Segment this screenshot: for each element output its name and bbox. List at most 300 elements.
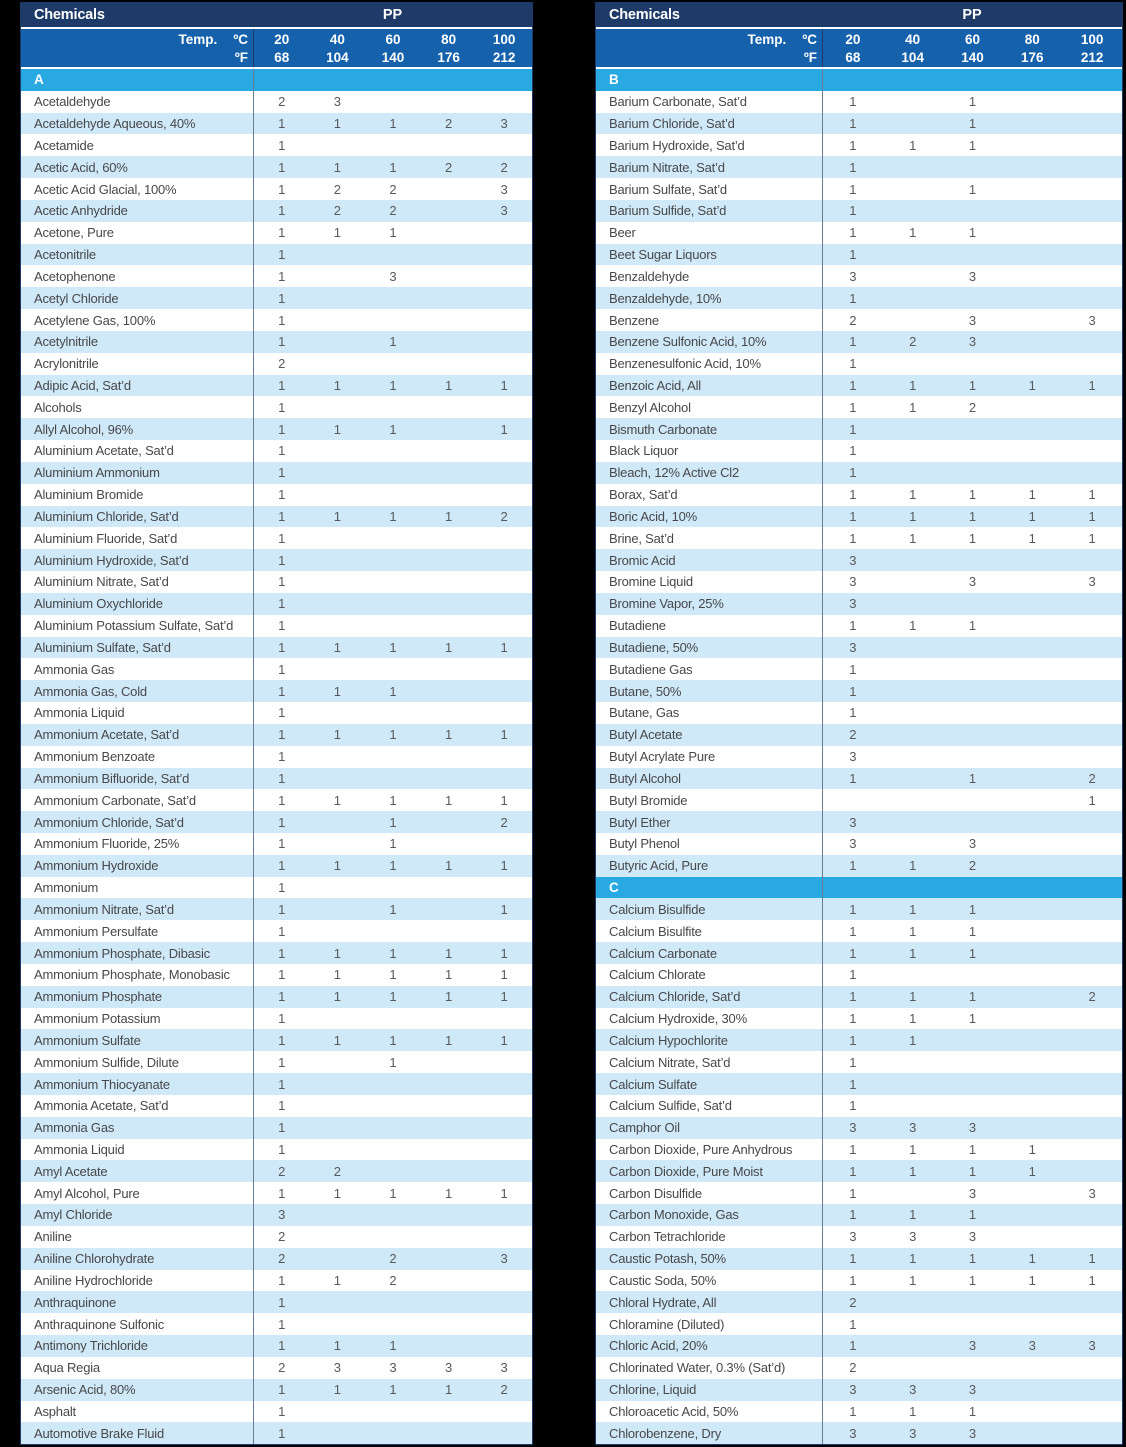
table-row — [21, 811, 532, 833]
rating-cell: 2 — [389, 1251, 397, 1267]
rating-cell: 1 — [968, 487, 977, 503]
chemical-name: Acetylnitrile — [34, 334, 98, 350]
rating-cell: 1 — [278, 1316, 286, 1332]
rating-cell: 1 — [1088, 487, 1096, 503]
section-letter: B — [609, 72, 619, 88]
rating-cell: 1 — [500, 945, 508, 961]
rating-values — [822, 1357, 1122, 1379]
rating-values — [822, 593, 1122, 615]
rating-cell: 1 — [500, 421, 508, 437]
fahrenheit-tick: 140 — [961, 49, 984, 65]
rating-cell: 1 — [500, 639, 508, 655]
chemical-name: Aniline — [34, 1229, 72, 1245]
chemicals-heading: Chemicals — [34, 7, 105, 23]
rating-values — [822, 615, 1122, 637]
rating-values — [253, 1313, 532, 1335]
rating-values — [822, 768, 1122, 790]
chemical-name: Carbon Tetrachloride — [609, 1229, 726, 1245]
chemical-name: Ammonium Hydroxide — [34, 858, 159, 874]
chemical-resistance-table-right — [595, 2, 1123, 1445]
table-row — [596, 1051, 1122, 1073]
rating-values — [822, 396, 1122, 418]
chemical-name: Ammonia Gas — [34, 1120, 115, 1136]
rating-cell: 1 — [278, 749, 286, 765]
rating-cell: 1 — [278, 814, 286, 830]
rating-cell: 1 — [278, 225, 286, 241]
rating-cell: 1 — [968, 137, 977, 153]
rating-values — [822, 1051, 1122, 1073]
rating-cell: 2 — [278, 1251, 286, 1267]
section-header-row — [596, 69, 1122, 91]
celsius-tick: 100 — [1080, 31, 1104, 47]
rating-cell: 1 — [1028, 378, 1036, 393]
chemical-name: Calcium Hypochlorite — [609, 1032, 728, 1048]
rating-cell: 1 — [849, 967, 857, 983]
celsius-unit-label: ºC — [233, 31, 248, 47]
rating-cell: 2 — [849, 1294, 857, 1310]
rating-cell: 3 — [1028, 1338, 1036, 1354]
table-row — [21, 702, 532, 724]
rating-values — [253, 462, 532, 484]
rating-values — [253, 1008, 532, 1030]
rating-cell: 1 — [849, 334, 857, 350]
rating-values — [822, 1160, 1122, 1182]
chemical-name: Chloroacetic Acid, 50% — [609, 1403, 739, 1419]
rating-values — [253, 942, 532, 964]
chemical-name: Chloral Hydrate, All — [609, 1294, 717, 1310]
rating-cell: 1 — [333, 378, 341, 393]
rating-cell: 1 — [278, 465, 286, 481]
rating-cell: 1 — [389, 858, 397, 874]
rating-cell: 3 — [333, 1360, 341, 1376]
rating-values — [822, 898, 1122, 920]
rating-values — [253, 200, 532, 222]
rating-cell: 1 — [444, 989, 453, 1005]
rating-values — [822, 353, 1122, 375]
chemical-name: Aniline Hydrochloride — [34, 1272, 153, 1288]
rating-cell: 1 — [849, 1054, 857, 1070]
rating-values — [822, 418, 1122, 440]
celsius-tick: 60 — [385, 31, 401, 47]
rating-cell: 1 — [849, 1141, 857, 1157]
rating-values — [253, 1401, 532, 1423]
rating-cell: 3 — [909, 1382, 917, 1398]
table-row — [21, 789, 532, 811]
table-row — [21, 1095, 532, 1117]
rating-cell: 1 — [444, 378, 453, 393]
fahrenheit-tick: 68 — [274, 49, 290, 65]
rating-values — [822, 265, 1122, 287]
table-row — [596, 942, 1122, 964]
fahrenheit-tick: 212 — [492, 49, 516, 65]
celsius-values-row — [823, 31, 1122, 48]
celsius-tick: 20 — [845, 31, 861, 47]
table-row — [596, 964, 1122, 986]
rating-cell: 1 — [444, 1185, 453, 1201]
rating-cell: 3 — [444, 1360, 453, 1376]
chemical-name: Benzoic Acid, All — [609, 378, 701, 393]
rating-cell: 1 — [909, 225, 917, 241]
table-row — [596, 986, 1122, 1008]
rating-cell: 3 — [849, 639, 857, 655]
table-row — [21, 222, 532, 244]
rating-cell: 1 — [909, 1272, 917, 1288]
rating-cell: 2 — [278, 1229, 286, 1245]
rating-cell: 1 — [333, 1382, 341, 1398]
table-row — [21, 200, 532, 222]
chemical-name: Benzyl Alcohol — [609, 399, 691, 415]
table-row — [596, 1270, 1122, 1292]
rating-cell: 3 — [1088, 574, 1096, 590]
chemical-name: Carbon Disulfide — [609, 1185, 702, 1201]
rating-values — [253, 1379, 532, 1401]
table-row — [21, 1401, 532, 1423]
table-row — [596, 789, 1122, 811]
rating-cell: 1 — [278, 1425, 286, 1441]
rating-values — [253, 1029, 532, 1051]
rating-cell: 1 — [968, 1272, 977, 1288]
rating-values — [822, 811, 1122, 833]
rating-cell: 3 — [968, 836, 977, 852]
rating-values — [822, 833, 1122, 855]
rating-values — [822, 1182, 1122, 1204]
rating-cell: 1 — [909, 858, 917, 874]
rating-cell: 1 — [389, 967, 397, 983]
table-row — [21, 615, 532, 637]
rating-cell: 3 — [849, 1425, 857, 1441]
table-row — [596, 724, 1122, 746]
rating-cell: 2 — [1088, 770, 1096, 786]
rating-cell: 1 — [500, 727, 508, 743]
rating-values — [253, 396, 532, 418]
table-row — [596, 637, 1122, 659]
table-row — [21, 91, 532, 113]
chemical-name: Calcium Nitrate, Sat’d — [609, 1054, 731, 1070]
table-row — [21, 265, 532, 287]
rating-cell: 1 — [968, 225, 977, 241]
fahrenheit-values-row — [254, 49, 532, 66]
celsius-tick: 20 — [274, 31, 290, 47]
chemical-resistance-table-left — [20, 2, 533, 1445]
chemical-name: Ammonium Phosphate, Dibasic — [34, 945, 210, 961]
chemical-name: Ammonium Persulfate — [34, 923, 159, 939]
rating-cell: 1 — [278, 443, 286, 459]
rating-cell: 2 — [849, 312, 857, 328]
rating-cell: 1 — [849, 487, 857, 503]
rating-cell: 1 — [278, 421, 286, 437]
chemical-name: Butane, 50% — [609, 683, 682, 699]
table-row — [21, 178, 532, 200]
rating-cell: 1 — [278, 596, 286, 612]
rating-cell: 1 — [278, 530, 286, 546]
table-row — [21, 134, 532, 156]
rating-cell: 1 — [278, 945, 286, 961]
rating-cell: 1 — [389, 421, 397, 437]
rating-cell: 1 — [909, 530, 917, 546]
table-row — [596, 1139, 1122, 1161]
chemicals-heading: Chemicals — [609, 7, 680, 23]
chemical-name: Acetylene Gas, 100% — [34, 312, 156, 328]
chemical-name: Butyl Acetate — [609, 727, 683, 743]
rating-cell: 1 — [1028, 1163, 1036, 1179]
rating-cell: 2 — [500, 1382, 508, 1398]
rating-cell: 1 — [968, 1141, 977, 1157]
table-row — [21, 440, 532, 462]
table-row — [596, 1182, 1122, 1204]
table-row — [21, 942, 532, 964]
rating-cell: 2 — [849, 1360, 857, 1376]
rating-cell: 1 — [968, 770, 977, 786]
rating-values — [822, 1073, 1122, 1095]
table-row — [596, 768, 1122, 790]
rating-cell: 1 — [909, 137, 917, 153]
rating-cell: 1 — [278, 639, 286, 655]
rating-cell: 1 — [968, 923, 977, 939]
rating-cell: 1 — [389, 1338, 397, 1354]
rating-values — [253, 265, 532, 287]
table-row — [21, 877, 532, 899]
rating-cell: 1 — [968, 1011, 977, 1027]
chemical-name: Ammonia Gas — [34, 661, 115, 677]
celsius-values-row — [254, 31, 532, 48]
table-row — [596, 1226, 1122, 1248]
rating-cell: 2 — [500, 814, 508, 830]
section-header-row — [596, 877, 1122, 899]
rating-cell: 1 — [444, 792, 453, 808]
chemical-name: Adipic Acid, Sat’d — [34, 378, 131, 393]
table-row — [21, 462, 532, 484]
chemical-name: Ammonium Phosphate — [34, 989, 162, 1005]
rating-cell: 1 — [278, 1403, 286, 1419]
rating-cell: 1 — [968, 378, 977, 393]
title-row — [596, 3, 1122, 27]
chemical-name: Ammonium Bifluoride, Sat’d — [34, 770, 190, 786]
table-row — [596, 680, 1122, 702]
rating-cell: 3 — [1088, 1338, 1096, 1354]
rating-values — [822, 1117, 1122, 1139]
table-row — [21, 1073, 532, 1095]
chemical-name: Carbon Dioxide, Pure Anhydrous — [609, 1141, 793, 1157]
rating-cell: 2 — [389, 203, 397, 219]
rating-values — [253, 702, 532, 724]
table-row — [596, 375, 1122, 397]
table-row — [21, 986, 532, 1008]
chemical-name: Aluminium Fluoride, Sat’d — [34, 530, 178, 546]
rating-cell: 1 — [389, 159, 397, 175]
rating-cell: 1 — [909, 945, 917, 961]
table-row — [21, 746, 532, 768]
table-row — [596, 156, 1122, 178]
rating-values — [822, 1204, 1122, 1226]
rating-cell: 1 — [849, 225, 857, 241]
rating-cell: 1 — [849, 1185, 857, 1201]
rating-values — [822, 1270, 1122, 1292]
table-row — [21, 680, 532, 702]
fahrenheit-tick: 176 — [1021, 49, 1044, 65]
table-row — [21, 1270, 532, 1292]
rating-cell: 1 — [278, 661, 286, 677]
table-row — [21, 549, 532, 571]
rating-values — [253, 331, 532, 353]
chemical-name: Calcium Carbonate — [609, 945, 717, 961]
chemical-name: Ammonia Liquid — [34, 705, 125, 721]
chemical-name: Bleach, 12% Active Cl2 — [609, 465, 740, 481]
rating-cell: 1 — [333, 967, 341, 983]
table-body — [21, 69, 532, 1444]
rating-values — [822, 658, 1122, 680]
rating-cell: 1 — [968, 989, 977, 1005]
rating-values — [253, 1291, 532, 1313]
material-heading: PP — [382, 7, 403, 23]
rating-cell: 1 — [444, 945, 453, 961]
rating-values — [253, 418, 532, 440]
chemical-name: Acetone, Pure — [34, 225, 114, 241]
table-row — [21, 833, 532, 855]
rating-cell: 1 — [278, 116, 286, 132]
rating-cell: 3 — [500, 181, 508, 197]
rating-cell: 2 — [333, 1163, 341, 1179]
rating-cell: 1 — [278, 1032, 286, 1048]
rating-cell: 3 — [1088, 312, 1096, 328]
rating-cell: 1 — [278, 901, 286, 917]
rating-cell: 1 — [278, 334, 286, 350]
rating-cell: 1 — [278, 508, 286, 524]
rating-cell: 1 — [849, 399, 857, 415]
rating-cell: 1 — [444, 727, 453, 743]
rating-cell: 1 — [278, 1382, 286, 1398]
chemical-name: Ammonium Benzoate — [34, 749, 155, 765]
rating-cell: 1 — [909, 378, 917, 393]
section-letter: A — [34, 72, 44, 88]
chemical-name: Butadiene Gas — [609, 661, 693, 677]
chemical-name: Calcium Chloride, Sat’d — [609, 989, 741, 1005]
rating-values — [822, 1291, 1122, 1313]
table-row — [21, 571, 532, 593]
rating-cell: 1 — [278, 989, 286, 1005]
table-row — [21, 353, 532, 375]
rating-cell: 1 — [1028, 1251, 1036, 1267]
chemical-name: Allyl Alcohol, 96% — [34, 421, 134, 437]
rating-values — [253, 1095, 532, 1117]
table-row — [21, 964, 532, 986]
rating-cell: 1 — [849, 705, 857, 721]
rating-values — [253, 178, 532, 200]
chemical-name: Alcohols — [34, 399, 82, 415]
rating-cell: 1 — [849, 1251, 857, 1267]
rating-cell: 1 — [849, 290, 857, 306]
chemical-name: Barium Chloride, Sat’d — [609, 116, 735, 132]
rating-cell: 1 — [909, 618, 917, 634]
rating-cell: 3 — [500, 203, 508, 219]
rating-cell: 2 — [333, 203, 341, 219]
rating-cell: 3 — [278, 1207, 286, 1223]
rating-cell: 1 — [389, 792, 397, 808]
rating-values — [253, 768, 532, 790]
table-row — [596, 418, 1122, 440]
rating-cell: 1 — [333, 508, 341, 524]
chemical-name: Black Liquor — [609, 443, 679, 459]
chemical-name: Caustic Potash, 50% — [609, 1251, 726, 1267]
table-row — [596, 833, 1122, 855]
rating-cell: 1 — [909, 1163, 917, 1179]
table-row — [596, 1357, 1122, 1379]
chemical-name: Amyl Acetate — [34, 1163, 108, 1179]
chemical-name: Amyl Chloride — [34, 1207, 113, 1223]
rating-cell: 1 — [333, 1032, 341, 1048]
rating-cell: 3 — [849, 836, 857, 852]
rating-cell: 1 — [389, 508, 397, 524]
fahrenheit-tick: 176 — [437, 49, 460, 65]
rating-cell: 1 — [278, 399, 286, 415]
table-row — [21, 527, 532, 549]
rating-cell: 1 — [968, 116, 977, 132]
rating-cell: 1 — [968, 508, 977, 524]
rating-cell: 3 — [909, 1425, 917, 1441]
chemical-name: Brine, Sat’d — [609, 530, 674, 546]
rating-cell: 1 — [389, 989, 397, 1005]
chemical-name: Boric Acid, 10% — [609, 508, 698, 524]
rating-cell: 1 — [389, 1185, 397, 1201]
rating-cell: 1 — [333, 159, 341, 175]
rating-cell: 3 — [968, 312, 977, 328]
rating-values — [253, 353, 532, 375]
rating-cell: 3 — [968, 1185, 977, 1201]
chemical-name: Bismuth Carbonate — [609, 421, 717, 437]
rating-cell: 1 — [968, 1403, 977, 1419]
rating-cell: 1 — [1088, 792, 1096, 808]
rating-cell: 1 — [500, 901, 508, 917]
rating-cell: 1 — [968, 945, 977, 961]
table-row — [596, 571, 1122, 593]
rating-values — [253, 724, 532, 746]
table-row — [21, 1160, 532, 1182]
rating-cell: 1 — [500, 858, 508, 874]
table-row — [21, 1139, 532, 1161]
chemical-name: Arsenic Acid, 80% — [34, 1382, 136, 1398]
table-row — [596, 200, 1122, 222]
rating-cell: 1 — [389, 334, 397, 350]
rating-values — [822, 440, 1122, 462]
table-row — [21, 1379, 532, 1401]
rating-cell: 3 — [389, 1360, 397, 1376]
rating-cell: 2 — [278, 356, 286, 372]
rating-cell: 1 — [389, 1054, 397, 1070]
rating-cell: 1 — [849, 683, 857, 699]
rating-values — [822, 134, 1122, 156]
chemical-name: Butyl Alcohol — [609, 770, 681, 786]
rating-cell: 1 — [333, 116, 341, 132]
rating-cell: 1 — [968, 181, 977, 197]
rating-values — [253, 113, 532, 135]
rating-cell: 1 — [909, 923, 917, 939]
rating-values — [253, 1270, 532, 1292]
chemical-name: Beer — [609, 225, 636, 241]
table-row — [21, 658, 532, 680]
rating-cell: 1 — [1028, 1141, 1036, 1157]
table-row — [596, 134, 1122, 156]
rating-values — [822, 964, 1122, 986]
rating-cell: 1 — [968, 1207, 977, 1223]
table-body — [596, 69, 1122, 1444]
rating-values — [253, 920, 532, 942]
chemical-name: Aluminium Bromide — [34, 487, 144, 503]
chemical-name: Borax, Sat’d — [609, 487, 678, 503]
fahrenheit-unit-label: ºF — [234, 49, 248, 65]
rating-values — [253, 855, 532, 877]
rating-cell: 1 — [278, 1054, 286, 1070]
table-row — [596, 1204, 1122, 1226]
chemical-name: Carbon Monoxide, Gas — [609, 1207, 739, 1223]
